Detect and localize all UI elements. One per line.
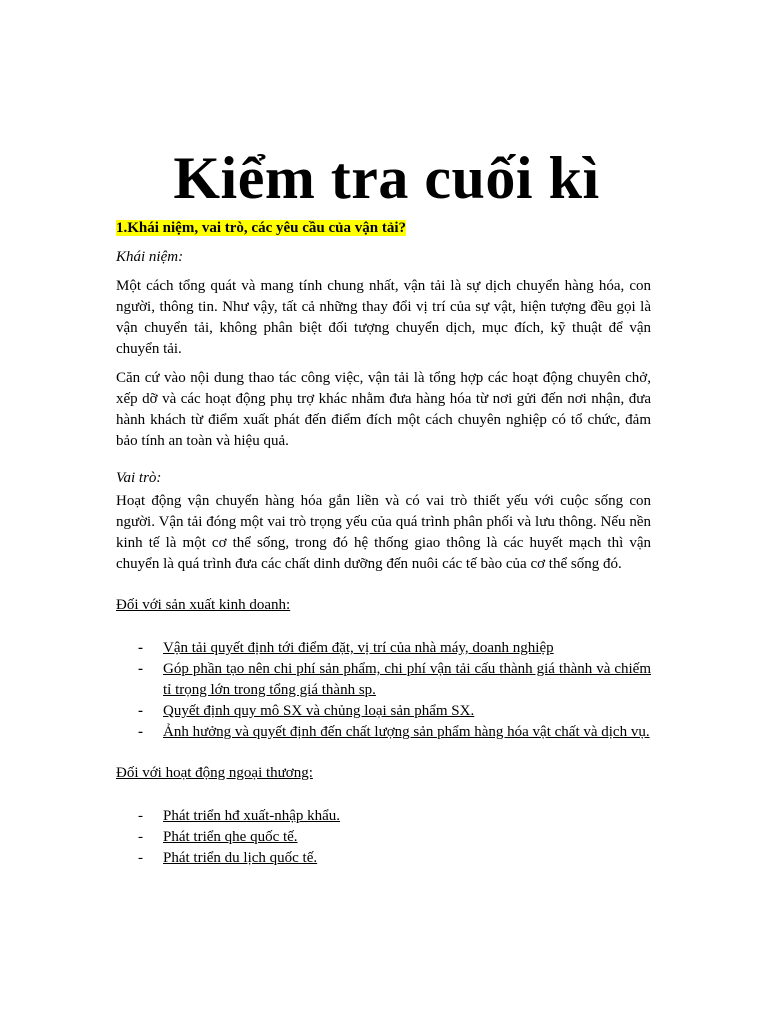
dash-marker: - (138, 808, 143, 824)
list-item (116, 659, 651, 701)
list-item-text: Phát triển hđ xuất-nhập khẩu. (163, 808, 341, 824)
dash-marker: - (138, 640, 143, 656)
list-item-text: Phát triển du lịch quốc tế. (163, 850, 318, 866)
list-item (116, 722, 651, 743)
trade-list (116, 806, 651, 869)
list-item-text: Vận tải quyết định tới điểm đặt, vị trí của nhà máy, doanh nghiệp (163, 640, 554, 656)
list-item-text: Ảnh hưởng và quyết định đến chất lượng sản phẩm hàng hóa vật chất và dịch vụ. (163, 724, 650, 740)
concept-label: Khái niệm: (116, 249, 184, 265)
business-list (116, 638, 651, 743)
list-item (116, 848, 651, 869)
concept-paragraph-1: Một cách tổng quát và mang tính chung nhất, vận tải là sự dịch chuyển hàng hóa, con người, thông tin. Như vậy, tất cả những thay đổi vị trí của sự vật, hiện tượng đều gọi là vận chuyển tải, không phân biệt đối tượng chuyển dịch, mục đích, kỹ thuật để vận chuyển tải. (116, 278, 651, 357)
document-body (116, 140, 651, 869)
dash-marker: - (138, 703, 143, 719)
highlighted-question: 1.Khái niệm, vai trò, các yêu cầu của vận tải? (116, 220, 406, 236)
list-item-text: Quyết định quy mô SX và chủng loại sản phẩm SX. (163, 703, 475, 719)
business-section-title: Đối với sản xuất kinh doanh: (116, 597, 291, 613)
list-item-text: Phát triển qhe quốc tế. (163, 829, 298, 845)
role-paragraph: Hoạt động vận chuyển hàng hóa gắn liền và có vai trò thiết yếu với cuộc sống con người. Vận tải đóng một vai trò trọng yếu của quá trình phân phối và lưu thông. Nếu nền kinh tế là một cơ thể sống, trong đó hệ thống giao thông là các huyết mạch thì vận chuyển là quá trình đưa các chất dinh dưỡng đến nuôi các tế bào của cơ thể sống đó. (116, 493, 651, 572)
list-item (116, 701, 651, 722)
concept-paragraph-2: Căn cứ vào nội dung thao tác công việc, vận tải là tổng hợp các hoạt động chuyên chở, xếp dỡ và các hoạt động phụ trợ khác nhằm đưa hàng hóa từ nơi gửi đến nơi nhận, đưa hành khách từ điểm xuất phát đến điểm đích một cách chuyên nghiệp có tổ chức, đảm bảo tính an toàn và hiệu quả. (116, 370, 651, 449)
role-label: Vai trò: (116, 470, 162, 486)
page-title: Kiểm tra cuối kì (173, 145, 600, 211)
list-item-text: Góp phần tạo nên chi phí sản phẩm, chi phí vận tải cấu thành giá thành và chiếm tỉ trọng lớn trong tổng giá thành sp. (163, 661, 651, 698)
trade-section-title: Đối với hoạt động ngoại thương: (116, 765, 313, 781)
list-item (116, 806, 651, 827)
list-item (116, 827, 651, 848)
dash-marker: - (138, 661, 143, 677)
list-item (116, 638, 651, 659)
dash-marker: - (138, 724, 143, 740)
dash-marker: - (138, 850, 143, 866)
question-heading (116, 218, 651, 239)
dash-marker: - (138, 829, 143, 845)
